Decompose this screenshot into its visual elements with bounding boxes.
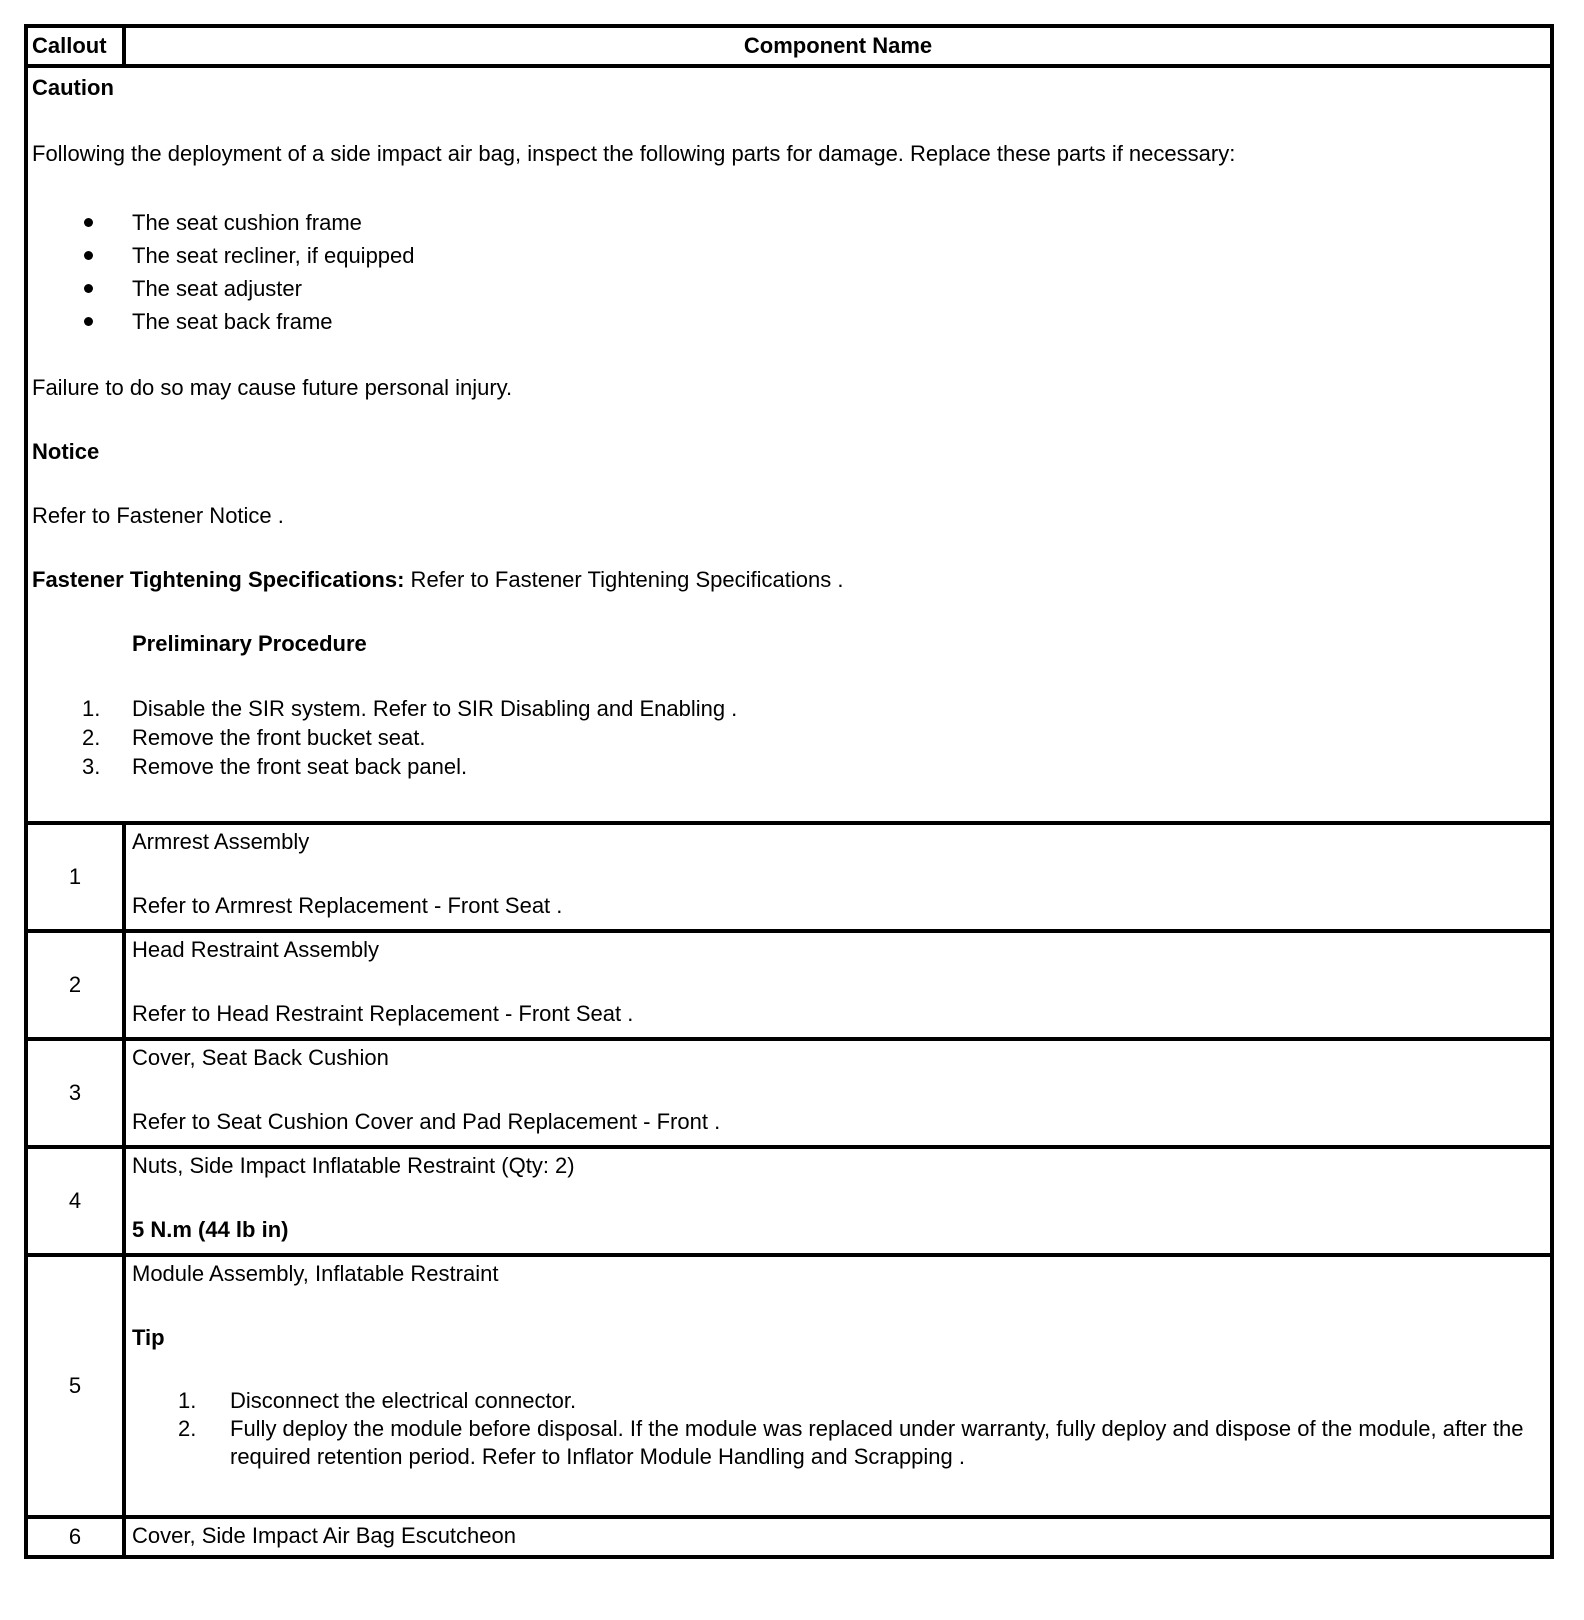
torque-spec: 5 N.m (44 lb in) xyxy=(132,1217,289,1242)
callout-cell: 4 xyxy=(26,1147,124,1255)
table-row xyxy=(26,931,1552,1039)
list-item: The seat adjuster xyxy=(32,272,1546,305)
fastener-spec-label: Fastener Tightening Specifications: xyxy=(32,567,405,592)
component-name: Cover, Seat Back Cushion xyxy=(132,1045,389,1070)
callout-cell: 1 xyxy=(26,823,124,931)
list-item: 3. Remove the front seat back panel. xyxy=(82,754,468,779)
table-row xyxy=(26,823,1552,931)
component-cell xyxy=(124,931,1552,1039)
callout-cell: 6 xyxy=(26,1517,124,1557)
component-name: Module Assembly, Inflatable Restraint xyxy=(132,1261,499,1286)
preliminary-steps xyxy=(32,694,1546,781)
component-table-sheet xyxy=(24,24,1554,1559)
caution-title: Caution xyxy=(32,75,114,100)
component-name: Nuts, Side Impact Inflatable Restraint (Qty: 2) xyxy=(132,1153,575,1178)
list-item: 1. Disconnect the electrical connector. xyxy=(178,1388,577,1413)
callout-cell: 2 xyxy=(26,931,124,1039)
table-header-row xyxy=(26,26,1552,66)
list-item: 2. Fully deploy the module before disposal. If the module was replaced under warranty, fully deploy and dispose of the module, after the required retention period. Refer to Inflator Module Handling and Scrapping . xyxy=(178,1416,1524,1469)
caution-list xyxy=(32,206,1546,338)
component-cell xyxy=(124,1517,1552,1557)
component-name-column-header: Component Name xyxy=(124,26,1552,66)
fastener-spec-line xyxy=(32,566,1546,594)
component-name: Cover, Side Impact Air Bag Escutcheon xyxy=(132,1523,516,1548)
table-row xyxy=(26,1147,1552,1255)
component-cell xyxy=(124,1147,1552,1255)
notice-text: Refer to Fastener Notice . xyxy=(32,503,284,528)
callout-column-header: Callout xyxy=(26,26,124,66)
list-item: The seat back frame xyxy=(32,305,1546,338)
component-detail: Refer to Armrest Replacement - Front Seat . xyxy=(132,893,563,918)
component-cell xyxy=(124,823,1552,931)
fastener-spec-text: Refer to Fastener Tightening Specifications . xyxy=(404,567,844,592)
callout-cell: 3 xyxy=(26,1039,124,1147)
list-item: 2. Remove the front bucket seat. xyxy=(82,725,426,750)
component-table xyxy=(24,24,1554,1559)
component-detail: Refer to Head Restraint Replacement - Front Seat . xyxy=(132,1001,634,1026)
table-row xyxy=(26,1255,1552,1517)
notice-title: Notice xyxy=(32,439,100,464)
bullet-icon xyxy=(84,218,93,227)
list-item: The seat recliner, if equipped xyxy=(32,239,1546,272)
caution-text: Following the deployment of a side impact air bag, inspect the following parts for damage. Replace these parts if necessary: xyxy=(32,141,1236,166)
tip-steps xyxy=(132,1387,1546,1471)
preliminary-procedure-title: Preliminary Procedure xyxy=(132,631,367,656)
table-row xyxy=(26,1039,1552,1147)
bullet-icon xyxy=(84,284,93,293)
intro-cell xyxy=(26,66,1552,823)
component-name: Head Restraint Assembly xyxy=(132,937,379,962)
component-name: Armrest Assembly xyxy=(132,829,310,854)
caution-footer: Failure to do so may cause future personal injury. xyxy=(32,375,513,400)
component-cell xyxy=(124,1039,1552,1147)
bullet-icon xyxy=(84,317,93,326)
list-item: 1. Disable the SIR system. Refer to SIR Disabling and Enabling . xyxy=(82,696,738,721)
component-detail: Refer to Seat Cushion Cover and Pad Replacement - Front . xyxy=(132,1109,721,1134)
tip-title: Tip xyxy=(132,1325,165,1350)
callout-cell: 5 xyxy=(26,1255,124,1517)
table-row xyxy=(26,1517,1552,1557)
intro-row xyxy=(26,66,1552,823)
list-item: The seat cushion frame xyxy=(32,206,1546,239)
component-cell xyxy=(124,1255,1552,1517)
bullet-icon xyxy=(84,251,93,260)
